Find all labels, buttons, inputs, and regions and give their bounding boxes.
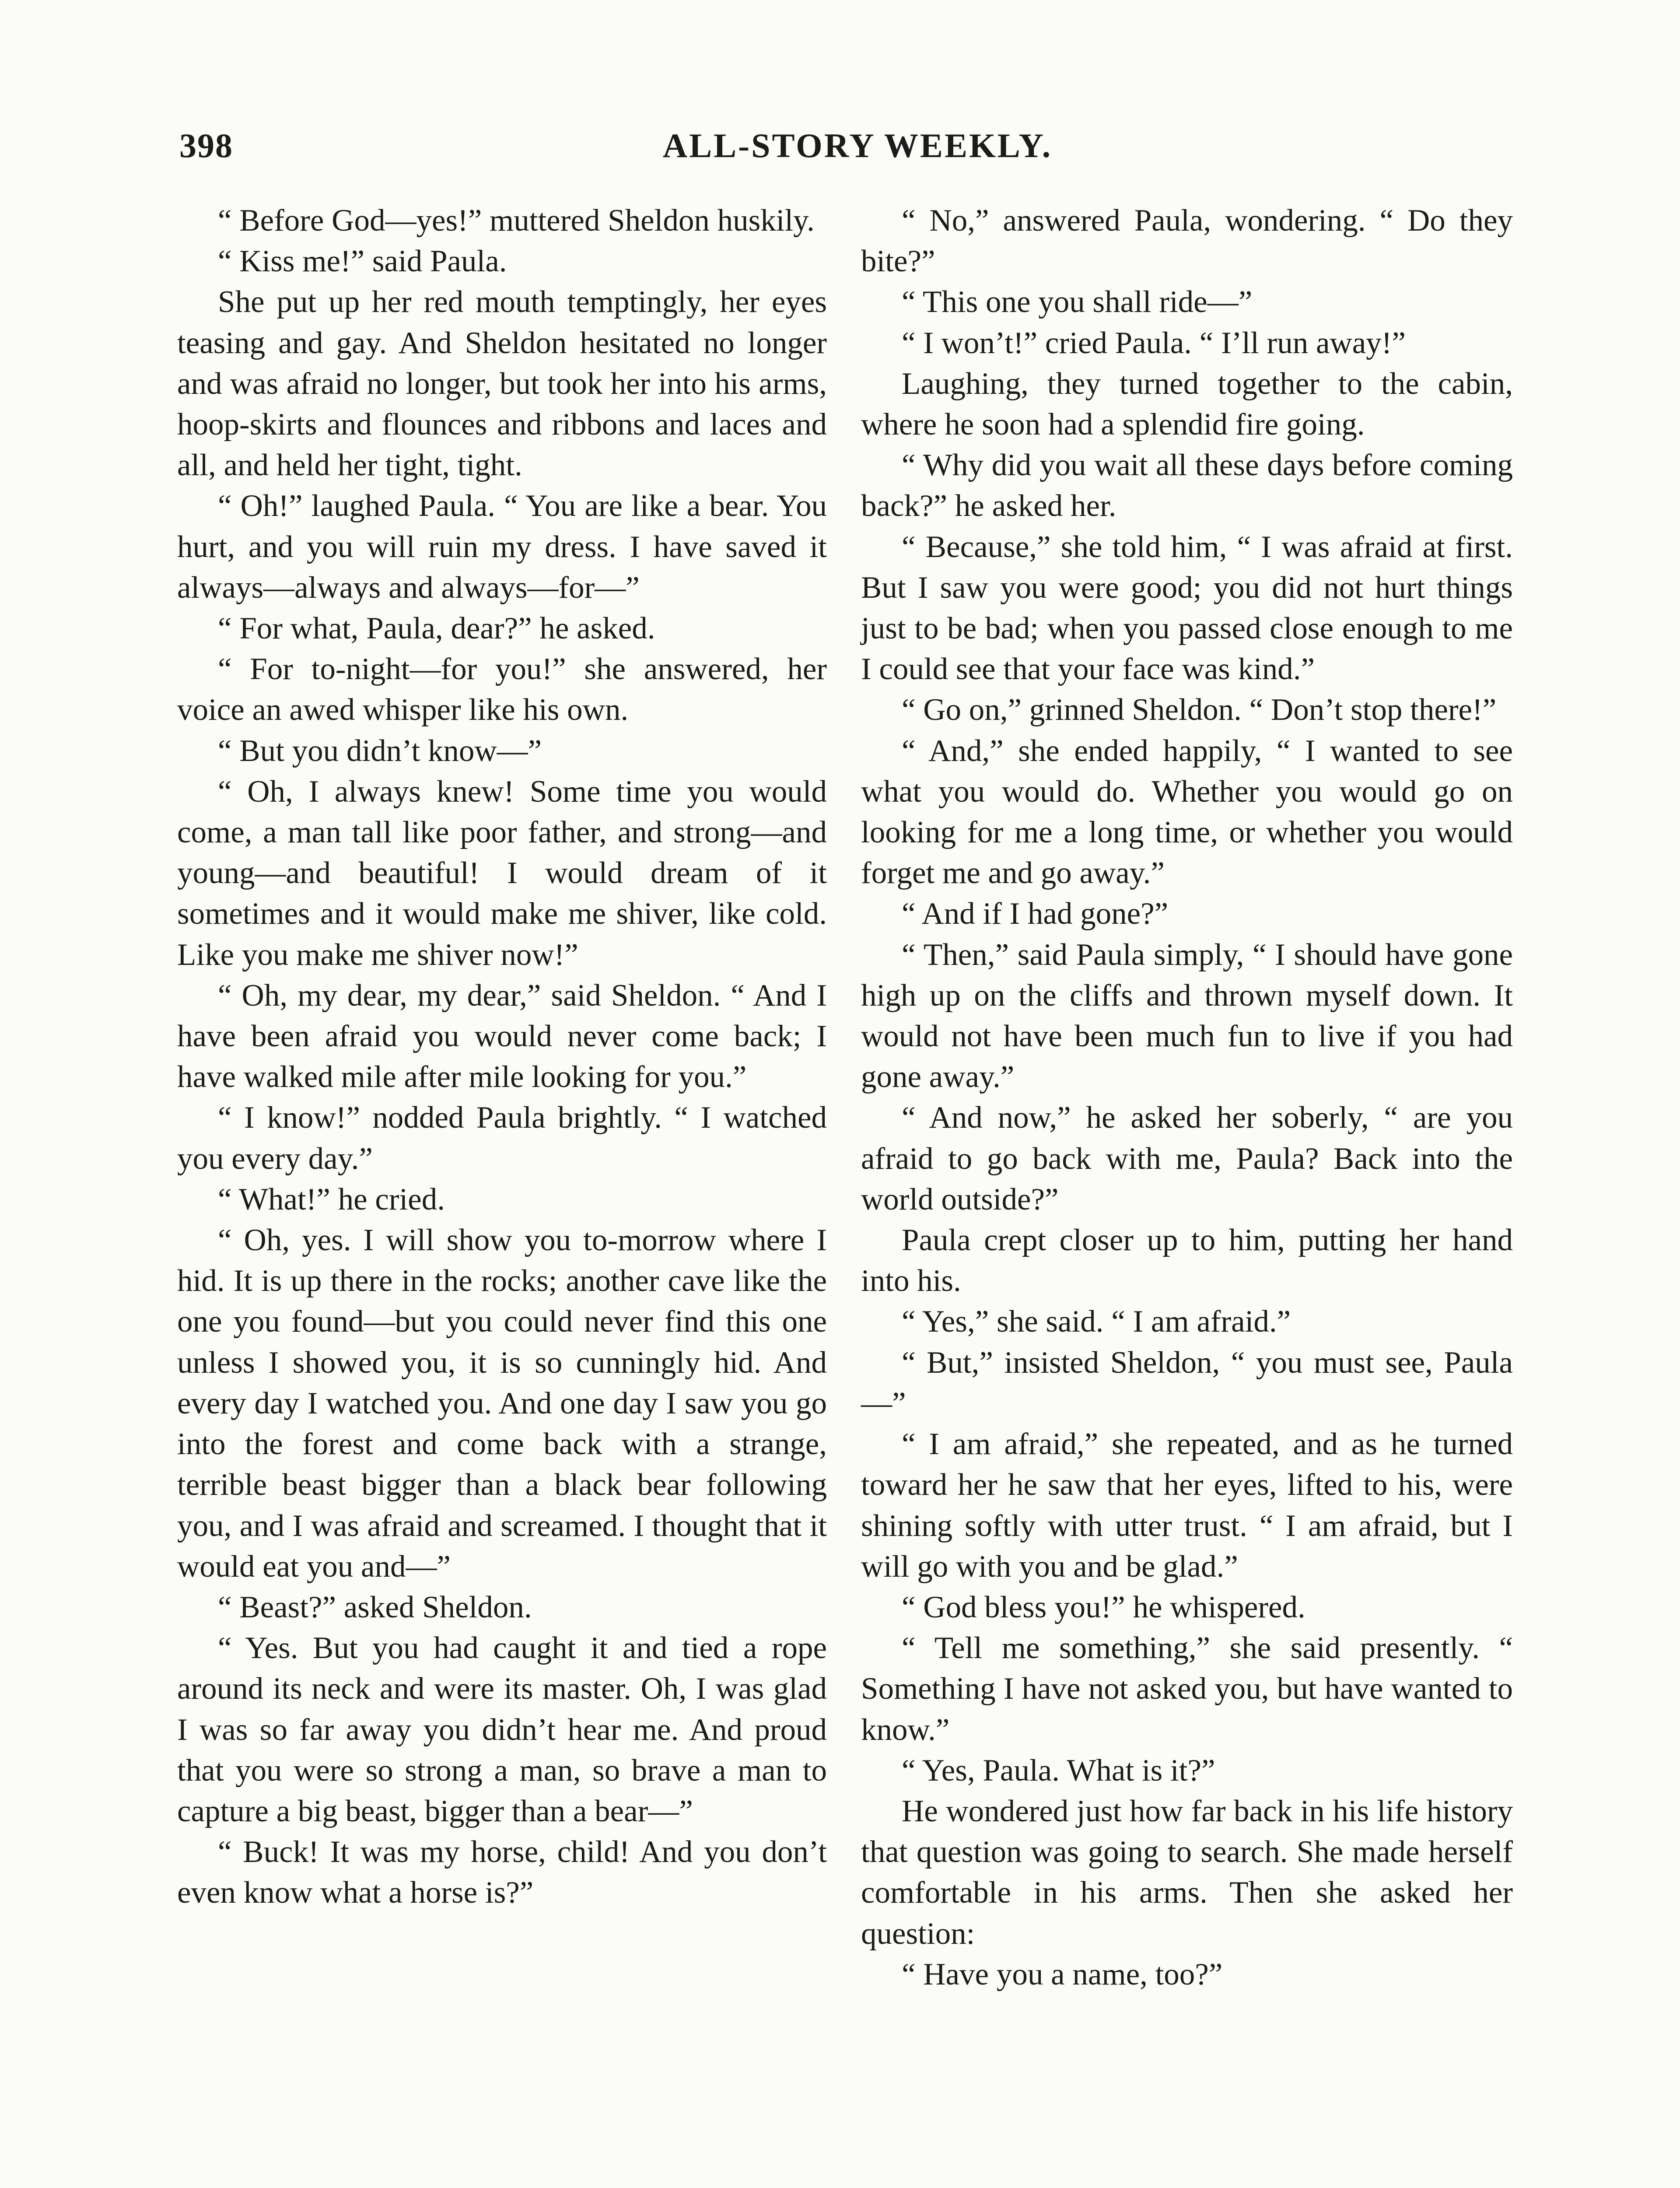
paragraph: Paula crept closer up to him, putting her hand into his. [861,1223,1513,1298]
paragraph: “ For what, Paula, dear?” he asked. [218,611,655,646]
paragraph: “ Have you a name, too?” [902,1957,1223,1992]
paragraph: “ Then,” said Paula simply, “ I should have gone high up on the cliffs and thrown myself down. It would not have been much fun to live if you had gone away.” [861,937,1513,1094]
paragraph: “ What!” he cried. [218,1182,445,1217]
paragraph: “ Oh!” laughed Paula. “ You are like a bear. You hurt, and you will ruin my dress. I have saved it always—always and always—for—” [177,489,827,605]
page-number: 398 [179,126,233,165]
paragraph: “ Oh, I always knew! Some time you would come, a man tall like poor father, and strong—and young—and beautiful! I would dream of it sometimes and it would make me shiver, like cold. Like you make me shiver now!” [177,774,827,972]
paragraph: “ But you didn’t know—” [218,733,542,768]
paragraph: “ I know!” nodded Paula brightly. “ I watched you every day.” [177,1101,827,1176]
paragraph: “ Oh, yes. I will show you to-morrow where I hid. It is up there in the rocks; another cave like the one you found—but you could never find this one unless I showed you, it is so cunningly hid. And every day I watched you. And one day I saw you go into the forest and come back with a strange, terrible beast bigger than a black bear following you, and I was afraid and screamed. I thought that it would eat you and—” [177,1223,827,1584]
paragraph: “ Yes. But you had caught it and tied a rope around its neck and were its master. Oh, I was glad I was so far away you didn’t hear me. And proud that you were so strong a man, so brave a man to capture a big beast, bigger than a bear—” [177,1631,827,1828]
paragraph: “ Buck! It was my horse, child! And you don’t even know what a horse is?” [177,1835,827,1910]
paragraph: She put up her red mouth temptingly, her eyes teasing and gay. And Sheldon hesitated no longer and was afraid no longer, but took her into his arms, hoop-skirts and flounces and ribbons and laces and all, and held her tight, tight. [177,285,827,483]
paragraph: “ And now,” he asked her soberly, “ are you afraid to go back with me, Paula? Back into the world outside?” [861,1101,1513,1217]
paragraph: “ Tell me something,” she said presently. “ Something I have not asked you, but have wanted to know.” [861,1631,1513,1747]
paragraph: “ No,” answered Paula, wondering. “ Do they bite?” [861,203,1513,279]
paragraph: “ This one you shall ride—” [902,285,1253,319]
right-text-column [861,200,1513,1995]
paragraph: “ Kiss me!” said Paula. [218,244,507,279]
paragraph: “ I am afraid,” she repeated, and as he turned toward her he saw that her eyes, lifted to his, were shining softly with utter trust. “ I am afraid, but I will go with you and be glad.” [861,1427,1513,1584]
paragraph: “ And if I had gone?” [902,897,1169,931]
paragraph: “ God bless you!” he whispered. [902,1590,1306,1624]
paragraph: “ But,” insisted Sheldon, “ you must see, Paula—” [861,1345,1513,1420]
paragraph: “ Beast?” asked Sheldon. [218,1590,532,1624]
paragraph: “ For to-night—for you!” she answered, her voice an awed whisper like his own. [177,652,827,727]
left-text-column [177,200,827,1914]
paragraph: He wondered just how far back in his life history that question was going to search. She made herself comfortable in his arms. Then she asked her question: [861,1794,1513,1951]
page-header [179,117,1536,174]
running-title: ALL-STORY WEEKLY. [662,126,1053,165]
paragraph: “ Before God—yes!” muttered Sheldon huskily. [218,203,815,238]
paragraph: “ I won’t!” cried Paula. “ I’ll run away!” [902,326,1406,360]
paragraph: “ Yes,” she said. “ I am afraid.” [902,1304,1291,1339]
paragraph: “ Oh, my dear, my dear,” said Sheldon. “ And I have been afraid you would never come back; I have walked mile after mile looking for you.” [177,978,827,1094]
paragraph: “ And,” she ended happily, “ I wanted to see what you would do. Whether you would go on looking for me a long time, or whether you would forget me and go away.” [861,733,1513,891]
paragraph: “ Because,” she told him, “ I was afraid at first. But I saw you were good; you did not hurt things just to be bad; when you passed close enough to me I could see that your face was kind.” [861,529,1513,687]
paragraph: “ Yes, Paula. What is it?” [902,1753,1215,1788]
paragraph: “ Why did you wait all these days before coming back?” he asked her. [861,448,1513,523]
paragraph: “ Go on,” grinned Sheldon. “ Don’t stop there!” [902,693,1497,727]
paragraph: Laughing, they turned together to the cabin, where he soon had a splendid fire going. [861,366,1513,442]
